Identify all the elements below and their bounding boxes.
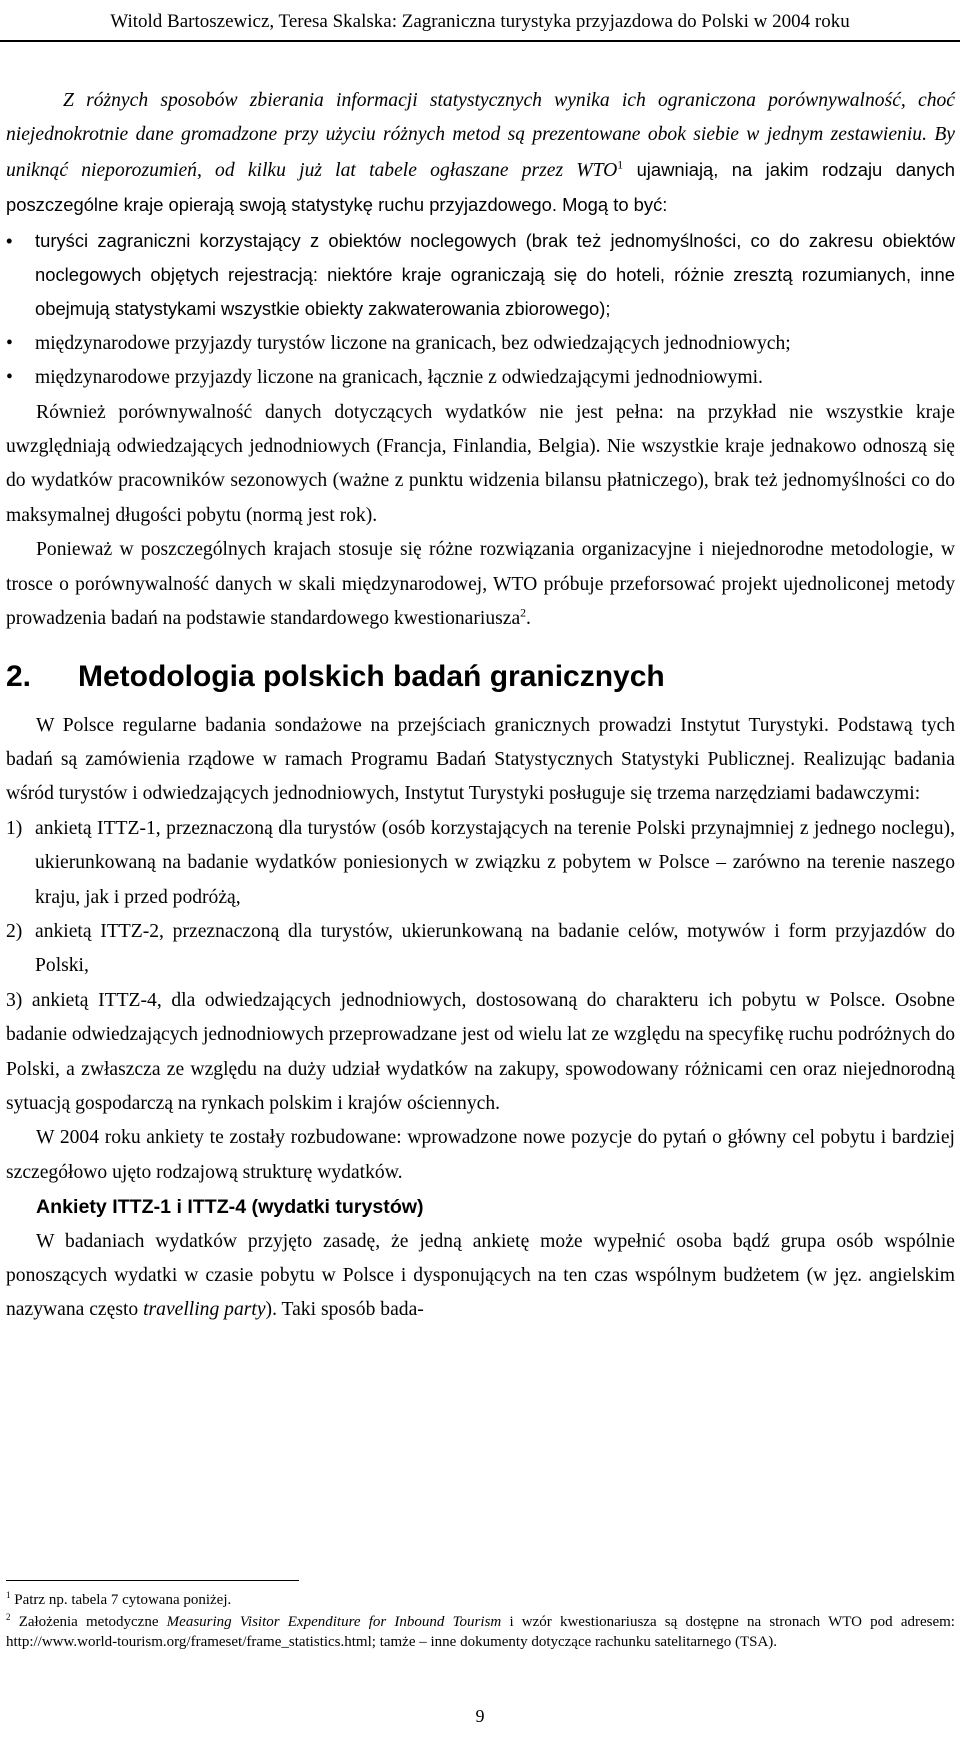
list-item-text: turyści zagraniczni korzystający z obiektów noclegowych (brak też jednomyślności, co do zakresu obiektów noclegowych objętych rejestracją: niektóre kraje ograniczają się do hoteli, różnie zresztą rozumianych, inne obejmują statystykami wszystkie obiekty zakwaterowania zbiorowego);	[35, 229, 955, 320]
footnote-ref-1[interactable]: 1	[617, 158, 624, 172]
intro-paragraph-1	[6, 84, 955, 224]
list-item	[6, 812, 955, 915]
page-number: 9	[475, 1706, 485, 1726]
intro-p3-end: .	[526, 608, 531, 630]
intro-p1-text-b: ujawniają, na jakim rodzaju danych poszczególne kraje opierają swoją statystykę ruchu przyjazdowego.	[6, 158, 955, 216]
footnote-1	[6, 1590, 955, 1610]
bullet-icon: •	[6, 332, 13, 354]
subsection-paragraph-1	[6, 1225, 955, 1328]
running-header: Witold Bartoszewicz, Teresa Skalska: Zagraniczna turystyka przyjazdowa do Polski w 2004 roku	[110, 11, 850, 32]
subsection-p1-text-a: W badaniach wydatków przyjęto zasadę, że jedną ankietę może wypełnić osoba bądź grupa osób wspólnie ponoszących wydatki w czasie pobytu w Polsce i dysponujących na ten czas wspólnym budżetem (w jęz. angielskim nazywana często	[6, 1230, 955, 1321]
bullet-icon: •	[6, 229, 13, 251]
subsection-p1-italic: travelling party	[143, 1299, 266, 1321]
list-number: 1)	[6, 817, 23, 839]
section-paragraph-2: W 2004 roku ankiety te zostały rozbudowane: wprowadzone nowe pozycje do pytań o główny cel pobytu i bardziej szczegółowo ujęto rodzajową strukturę wydatków.	[6, 1127, 955, 1183]
list-item	[6, 224, 955, 327]
item3-continuation: Osobne badanie odwiedzających jednodniowych przeprowadzane jest od wielu lat ze względu na specyfikę ruchu podróżnych do Polski, a zwłaszcza ze względu na duży udział wydatków na zakupy, spowodowany różnicami cen oraz niejednorodną sytuacją gospodarczą na rynkach polskim i krajów ościennych.	[6, 989, 955, 1114]
footnote-text: i wzór kwestionariusza są dostępne na stronach WTO pod adresem: http://www.world-tourism.org/frameset/frame_statistics.html; tamże – inne dokumenty dotyczące rachunku satelitarnego (TSA).	[6, 1614, 955, 1650]
intro-p1-text-a: Z różnych sposobów zbierania informacji statystycznych wynika ich ograniczona porównywalność, choć niejednokrotnie dane gromadzone przy użyciu różnych metod są prezentowane obok siebie w jednym zestawieniu. By uniknąć nieporozumień, od kilku już lat tabele ogłaszane przez WTO	[6, 90, 955, 181]
bullet-icon: •	[6, 367, 13, 389]
list-item	[6, 361, 955, 395]
list-number: 3)	[6, 989, 23, 1011]
bullet-list	[6, 224, 955, 396]
header-rule	[0, 40, 960, 42]
section-paragraph-1: W Polsce regularne badania sondażowe na przejściach granicznych prowadzi Instytut Turystyki. Podstawą tych badań są zamówienia rządowe w ramach Programu Badań Statystycznych Statystyki Publicznej. Realizując badania wśród turystów i odwiedzających jednodniowych, Instytut Turystyki posługuje się trzema narzędziami badawczymi:	[6, 714, 955, 805]
footnote-marker: 2	[6, 1612, 11, 1622]
list-item-text: międzynarodowe przyjazdy turystów liczone na granicach, bez odwiedzających jednodniowych;	[35, 332, 791, 354]
list-item-text: ankietą ITTZ-1, przeznaczoną dla turystów (osób korzystających na terenie Polski przynajmniej z jednego noclegu), ukierunkowaną na badanie wydatków poniesionych w związku z pobytem w Polsce – zarówno na terenie naszego kraju, jak i przed podróżą,	[35, 817, 955, 908]
numbered-list	[6, 812, 955, 984]
intro-paragraph-3	[6, 533, 955, 636]
footnote-rule	[6, 1580, 299, 1581]
list-number: 2)	[6, 920, 23, 942]
intro-paragraph-2: Również porównywalność danych dotyczących wydatków nie jest pełna: na przykład nie wszystkie kraje uwzględniają odwiedzających jednodniowych (Francja, Finlandia, Belgia). Nie wszystkie kraje jednakowo odnoszą się do wydatków pracowników sezonowych (ważne z punktu widzenia bilansu płatniczego), brak też jednomyślności co do maksymalnej długości pobytu (normą jest rok).	[6, 401, 955, 526]
footnote-title: Measuring Visitor Expenditure for Inbound Tourism	[166, 1614, 502, 1630]
list-item-text: ankietą ITTZ-4, dla odwiedzających jednodniowych, dostosowaną do charakteru ich pobytu w Polsce.	[22, 989, 886, 1011]
subsection-heading: Ankiety ITTZ-1 i ITTZ-4 (wydatki turystów)	[36, 1196, 424, 1219]
list-item-text: ankietą ITTZ-2, przeznaczoną dla turystów, ukierunkowaną na badanie celów, motywów i form przyjazdów do Polski,	[35, 920, 955, 977]
footnotes	[6, 1590, 955, 1654]
footnote-marker: 1	[6, 1590, 11, 1600]
list-item	[6, 915, 955, 984]
intro-p3-text: Ponieważ w poszczególnych krajach stosuje się różne rozwiązania organizacyjne i niejednorodne metodologie, w trosce o porównywalność danych w skali międzynarodowej, WTO próbuje przeforsować projekt ujednoliconej metody prowadzenia badań na podstawie standardowego kwestionariusza	[6, 539, 955, 630]
footnote-text: Założenia metodyczne	[10, 1614, 167, 1630]
intro-p1-text-c: Mogą to być:	[556, 194, 668, 216]
subsection-p1-text-b: ). Taki sposób bada-	[265, 1299, 424, 1321]
footnote-2	[6, 1612, 955, 1652]
list-item-text: międzynarodowe przyjazdy liczone na granicach, łącznie z odwiedzającymi jednodniowymi.	[35, 367, 763, 389]
section-paragraph-item3	[6, 984, 955, 1122]
section-heading	[6, 657, 955, 697]
body-text	[6, 84, 955, 1328]
footnote-text: Patrz np. tabela 7 cytowana poniżej.	[10, 1592, 232, 1608]
section-number: 2.	[6, 659, 32, 693]
list-item	[6, 327, 955, 361]
section-title: Metodologia polskich badań granicznych	[78, 659, 665, 693]
footnote-ref-2[interactable]: 2	[520, 606, 527, 620]
